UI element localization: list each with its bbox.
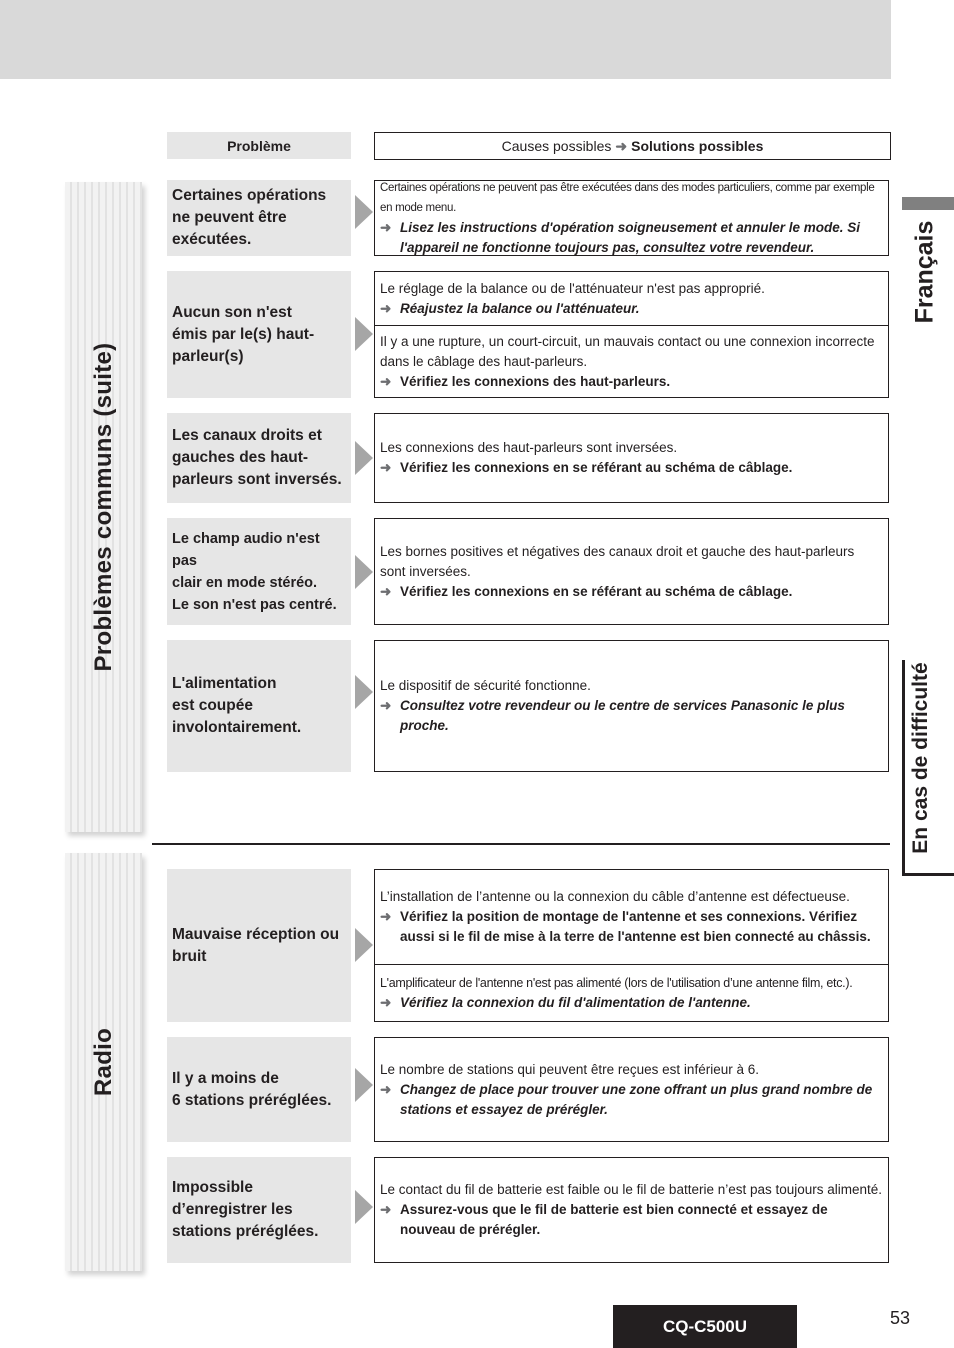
chevron-right-icon xyxy=(355,928,373,962)
solutions-header-label: Solutions possibles xyxy=(631,138,764,154)
solution-item xyxy=(375,1158,888,1262)
solution-box xyxy=(374,1157,889,1263)
chevron-right-icon xyxy=(355,555,373,589)
fix-text: ➜ Vérifiez les connexions en se référant au schéma de câblage. xyxy=(380,458,883,478)
section-title-common-problems: Problèmes communs (suite) xyxy=(89,342,117,672)
arrow-icon: ➜ xyxy=(380,698,392,713)
solution-item xyxy=(375,1038,888,1141)
solution-box xyxy=(374,180,889,256)
solution-item xyxy=(375,641,888,771)
chapter-marker-line xyxy=(902,660,905,875)
chevron-right-icon xyxy=(355,195,373,229)
solution-item xyxy=(375,870,888,964)
problem-column-header xyxy=(167,132,351,159)
sidebar-radio xyxy=(65,853,142,1271)
chevron-right-icon xyxy=(355,675,373,709)
solution-box xyxy=(374,640,889,772)
problem-cell xyxy=(167,518,351,625)
cause-text: Le dispositif de sécurité fonctionne. xyxy=(380,678,591,693)
solution-item xyxy=(375,325,888,397)
cause-text: Les connexions des haut-parleurs sont inversées. xyxy=(380,440,678,455)
arrow-icon: ➜ xyxy=(380,1202,392,1217)
chevron-right-icon xyxy=(355,441,373,475)
fix-text: ➜ Vérifiez la connexion du fil d'alimentation de l'antenne. xyxy=(380,993,883,1013)
arrow-icon: ➜ xyxy=(380,995,392,1010)
arrow-icon: ➜ xyxy=(615,137,628,154)
fix-text: ➜ Vérifiez les connexions en se référant au schéma de câblage. xyxy=(380,582,883,602)
solution-item xyxy=(375,519,888,624)
cause-text: Les bornes positives et négatives des canaux droit et gauche des haut-parleurs sont inversées. xyxy=(380,543,855,579)
problem-cell xyxy=(167,180,351,256)
page-number: 53 xyxy=(890,1308,911,1328)
language-tab-bar xyxy=(902,197,954,210)
cause-text: L’installation de l’antenne ou la connexion du câble d’antenne est défectueuse. xyxy=(380,889,850,904)
problem-text: Le champ audio n'est pas clair en mode stéréo. Le son n'est pas centré. xyxy=(172,530,337,613)
problem-cell xyxy=(167,271,351,398)
cause-text: Il y a une rupture, un court-circuit, un mauvais contact ou une connexion incorrecte dans le câblage des haut-parleurs. xyxy=(380,333,875,369)
problem-cell xyxy=(167,640,351,772)
solution-box xyxy=(374,1037,889,1142)
arrow-icon: ➜ xyxy=(380,373,392,389)
problem-text: Certaines opérations ne peuvent être exécutées. xyxy=(172,187,327,248)
top-banner xyxy=(0,0,891,79)
chapter-marker-foot xyxy=(902,873,954,876)
cause-text: Le réglage de la balance ou de l'atténuateur n'est pas approprié. xyxy=(380,280,765,296)
chapter-title: En cas de difficulté xyxy=(909,662,932,854)
cause-text: Le contact du fil de batterie est faible ou le fil de batterie n’est pas toujours alimenté. xyxy=(380,1182,883,1197)
fix-text: ➜ Réajustez la balance ou l'atténuateur. xyxy=(380,299,883,319)
solution-item xyxy=(375,181,888,255)
solution-item xyxy=(375,414,888,502)
solution-box xyxy=(374,869,889,1022)
cause-text: Certaines opérations ne peuvent pas être exécutées dans des modes particuliers, comme par exemple en mode menu. xyxy=(380,182,875,214)
section-divider xyxy=(152,843,890,845)
problem-text: Aucun son n'est émis par le(s) haut- parleur(s) xyxy=(172,303,315,365)
chevron-right-icon xyxy=(355,1190,373,1224)
solution-item xyxy=(375,964,888,1021)
arrow-icon: ➜ xyxy=(380,460,392,475)
sidebar-common-problems xyxy=(65,182,142,832)
problem-cell xyxy=(167,1157,351,1263)
fix-text: ➜ Assurez-vous que le fil de batterie est bien connecté et essayez de nouveau de prérégler. xyxy=(380,1202,828,1237)
solution-box xyxy=(374,518,889,625)
arrow-icon: ➜ xyxy=(380,909,392,924)
solution-item xyxy=(375,272,888,325)
problem-cell xyxy=(167,1037,351,1142)
language-label: Français xyxy=(910,220,939,324)
solution-box xyxy=(374,271,889,398)
cause-text: Le nombre de stations qui peuvent être reçues est inférieur à 6. xyxy=(380,1061,759,1077)
arrow-icon: ➜ xyxy=(380,220,392,235)
problem-text: L'alimentation est coupée involontairement. xyxy=(172,675,302,736)
problem-text: Mauvaise réception ou bruit xyxy=(172,925,340,965)
problem-text: Impossible d’enregistrer les stations préréglées. xyxy=(172,1179,319,1240)
fix-text: ➜ Vérifiez la position de montage de l'antenne et ses connexions. Vérifiez aussi si le fil de mise à la terre de l'antenne est bien connecté au châssis. xyxy=(380,909,871,944)
fix-text: ➜ Lisez les instructions d'opération soigneusement et annuler le mode. Si l'appareil ne fonctionne toujours pas, consultez votre revendeur. xyxy=(380,220,861,255)
problem-header-label: Problème xyxy=(227,137,291,154)
arrow-icon: ➜ xyxy=(380,583,392,599)
section-title-radio: Radio xyxy=(89,1027,117,1097)
chevron-right-icon xyxy=(355,317,373,351)
model-badge xyxy=(613,1305,797,1348)
problem-text: Il y a moins de 6 stations préréglées. xyxy=(172,1069,332,1109)
cause-text: L'amplificateur de l'antenne n'est pas alimenté (lors de l'utilisation d’une antenne film, etc.). xyxy=(380,976,853,990)
arrow-icon: ➜ xyxy=(380,1081,392,1097)
solution-column-header xyxy=(374,132,891,160)
problem-text: Les canaux droits et gauches des haut- parleurs sont inversés. xyxy=(172,427,342,488)
fix-text: ➜ Changez de place pour trouver une zone offrant un plus grand nombre de stations et essayez de prérégler. xyxy=(380,1081,873,1117)
problem-cell xyxy=(167,413,351,503)
causes-header-label: Causes possibles xyxy=(501,138,612,154)
problem-cell xyxy=(167,869,351,1022)
fix-text: ➜ Consultez votre revendeur ou le centre de services Panasonic le plus proche. xyxy=(380,698,845,733)
chevron-right-icon xyxy=(355,1068,373,1102)
solution-box xyxy=(374,413,889,503)
arrow-icon: ➜ xyxy=(380,300,392,316)
fix-text: ➜ Vérifiez les connexions des haut-parleurs. xyxy=(380,372,883,392)
model-label: CQ-C500U xyxy=(662,1316,748,1336)
